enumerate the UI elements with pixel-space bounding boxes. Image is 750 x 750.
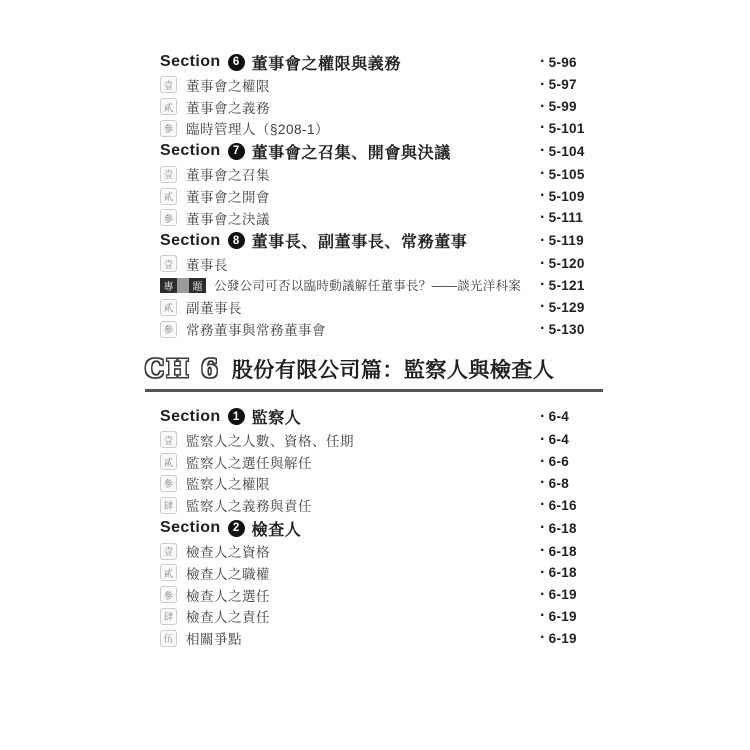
item-marker-badge: 參 bbox=[160, 321, 177, 338]
topic-title: 公發公司可否以臨時動議解任董事長？——談光洋科案 bbox=[214, 279, 522, 294]
page-bullet-icon: · bbox=[540, 452, 546, 470]
toc-row-item bbox=[160, 473, 620, 495]
section-word: Section bbox=[160, 231, 221, 249]
page-reference bbox=[540, 321, 585, 337]
page-bullet-icon: · bbox=[540, 53, 546, 70]
toc-entry bbox=[160, 164, 540, 184]
section-word: Section bbox=[160, 142, 221, 160]
page-number: 5-129 bbox=[548, 299, 585, 315]
page-reference bbox=[540, 99, 577, 115]
toc-entry bbox=[160, 118, 540, 138]
toc-row-section bbox=[160, 229, 620, 253]
page-number: 5-119 bbox=[548, 233, 584, 249]
item-title: 董事會之決議 bbox=[186, 211, 270, 227]
toc-row-item bbox=[160, 185, 620, 207]
toc-row-item bbox=[160, 606, 620, 628]
toc-row-section bbox=[160, 516, 620, 540]
section-title: 董事會之權限與義務 bbox=[251, 55, 401, 73]
item-marker-badge: 壹 bbox=[160, 431, 177, 448]
page-number: 6-6 bbox=[548, 454, 570, 470]
page-reference bbox=[540, 565, 577, 581]
item-marker-badge: 肆 bbox=[160, 497, 177, 514]
section-number-circle-icon: 1 bbox=[228, 408, 245, 425]
chapter-title: 股份有限公司篇：監察人與檢查人 bbox=[231, 358, 555, 382]
page-reference bbox=[540, 520, 577, 536]
page-bullet-icon: · bbox=[540, 165, 546, 183]
page-reference bbox=[540, 54, 577, 70]
chapter-underline bbox=[145, 389, 603, 392]
section-word: Section bbox=[160, 519, 221, 537]
item-marker-badge: 伍 bbox=[160, 630, 177, 647]
page-bullet-icon: · bbox=[540, 208, 546, 226]
item-title: 檢查人之職權 bbox=[186, 566, 270, 582]
page-bullet-icon: · bbox=[540, 298, 546, 316]
page-reference bbox=[540, 543, 577, 559]
section-title: 監察人 bbox=[251, 410, 302, 428]
item-title: 檢查人之資格 bbox=[186, 545, 270, 561]
chapter-heading bbox=[145, 354, 603, 392]
page-number: 6-19 bbox=[548, 630, 577, 646]
toc-row-item bbox=[160, 207, 620, 229]
toc-row-item bbox=[160, 451, 620, 473]
toc-entry bbox=[160, 319, 540, 339]
page-number: 5-104 bbox=[548, 143, 585, 159]
toc-entry bbox=[160, 495, 540, 515]
toc-page bbox=[145, 50, 620, 649]
toc-entry bbox=[160, 276, 540, 294]
page-number: 5-111 bbox=[548, 210, 584, 226]
page-bullet-icon: · bbox=[540, 320, 546, 338]
page-number: 5-130 bbox=[548, 321, 585, 337]
item-title: 監察人之選任與解任 bbox=[186, 455, 312, 471]
toc-entry bbox=[160, 606, 540, 626]
item-title: 監察人之人數、資格、任期 bbox=[186, 433, 354, 449]
toc-entry bbox=[160, 51, 540, 74]
page-bullet-icon: · bbox=[540, 142, 546, 160]
page-number: 6-19 bbox=[548, 608, 577, 624]
item-title: 董事長 bbox=[186, 257, 228, 273]
toc-row-item bbox=[160, 494, 620, 516]
toc-row-section bbox=[160, 405, 620, 429]
toc-entry bbox=[160, 585, 540, 605]
page-reference bbox=[540, 475, 569, 491]
page-reference bbox=[540, 587, 577, 603]
toc-entry bbox=[160, 229, 540, 252]
page-number: 6-18 bbox=[548, 543, 577, 559]
page-number: 6-18 bbox=[548, 520, 577, 536]
item-marker-badge: 參 bbox=[160, 209, 177, 226]
toc-row-special bbox=[160, 275, 620, 297]
item-title: 檢查人之選任 bbox=[186, 588, 270, 604]
page-number: 5-99 bbox=[548, 99, 577, 115]
page-reference bbox=[540, 166, 585, 182]
item-marker-badge: 貳 bbox=[160, 564, 177, 581]
toc-row-item bbox=[160, 429, 620, 451]
toc-row-item bbox=[160, 540, 620, 562]
item-title: 董事會之權限 bbox=[186, 78, 270, 94]
page-number: 5-96 bbox=[548, 54, 577, 70]
item-title: 副董事長 bbox=[186, 301, 242, 317]
item-marker-badge: 壹 bbox=[160, 255, 177, 272]
page-number: 5-120 bbox=[548, 256, 585, 272]
item-title: 董事會之召集 bbox=[186, 168, 270, 184]
toc-entry bbox=[160, 473, 540, 493]
toc-entry bbox=[160, 297, 540, 317]
item-marker-badge: 肆 bbox=[160, 608, 177, 625]
page-bullet-icon: · bbox=[540, 276, 546, 294]
item-marker-badge: 壹 bbox=[160, 166, 177, 183]
item-title: 監察人之權限 bbox=[186, 477, 270, 493]
page-reference bbox=[540, 299, 585, 315]
item-title: 臨時管理人（§208-1） bbox=[186, 122, 330, 138]
page-number: 5-121 bbox=[548, 277, 585, 293]
page-bullet-icon: · bbox=[540, 542, 546, 560]
toc-row-item bbox=[160, 163, 620, 185]
page-reference bbox=[540, 630, 577, 646]
topic-badge-icon bbox=[160, 278, 206, 293]
toc-row-item bbox=[160, 584, 620, 606]
page-reference bbox=[540, 409, 569, 425]
page-bullet-icon: · bbox=[540, 231, 546, 249]
item-title: 相關爭點 bbox=[186, 632, 242, 648]
topic-badge-left: 專 bbox=[160, 278, 177, 293]
page-number: 5-105 bbox=[548, 166, 585, 182]
toc-row-item bbox=[160, 96, 620, 118]
toc-row-item bbox=[160, 118, 620, 140]
item-title: 董事會之義務 bbox=[186, 100, 270, 116]
page-reference bbox=[540, 188, 585, 204]
page-bullet-icon: · bbox=[540, 496, 546, 514]
page-number: 5-101 bbox=[548, 120, 585, 136]
page-reference bbox=[540, 210, 583, 226]
section-title: 檢查人 bbox=[251, 521, 302, 539]
toc-entry bbox=[160, 430, 540, 450]
page-reference bbox=[540, 454, 569, 470]
topic-badge-right: 題 bbox=[189, 278, 206, 293]
page-reference bbox=[540, 143, 585, 159]
section-word: Section bbox=[160, 53, 221, 70]
page-number: 6-16 bbox=[548, 497, 577, 513]
page-bullet-icon: · bbox=[540, 187, 546, 205]
toc-row-item bbox=[160, 74, 620, 96]
section-number-circle-icon: 7 bbox=[228, 143, 245, 160]
toc-entry bbox=[160, 517, 540, 540]
page-number: 6-4 bbox=[548, 432, 570, 448]
section-word: Section bbox=[160, 407, 221, 425]
toc-row-section bbox=[160, 139, 620, 163]
toc-entry bbox=[160, 452, 540, 472]
page-bullet-icon: · bbox=[540, 519, 546, 537]
page-number: 5-109 bbox=[548, 188, 585, 204]
toc-entry bbox=[160, 563, 540, 583]
page-number: 6-19 bbox=[548, 587, 577, 603]
item-marker-badge: 貳 bbox=[160, 299, 177, 316]
item-marker-badge: 貳 bbox=[160, 188, 177, 205]
toc-entry bbox=[160, 628, 540, 648]
toc-row-item bbox=[160, 627, 620, 649]
item-marker-badge: 參 bbox=[160, 120, 177, 137]
toc-entry bbox=[160, 97, 540, 117]
page-bullet-icon: · bbox=[540, 474, 546, 492]
page-bullet-icon: · bbox=[540, 254, 546, 272]
page-reference bbox=[540, 277, 585, 293]
page-bullet-icon: · bbox=[540, 563, 546, 581]
page-reference bbox=[540, 608, 577, 624]
toc-row-item bbox=[160, 318, 620, 340]
toc-entry bbox=[160, 208, 540, 228]
page-bullet-icon: · bbox=[540, 119, 546, 137]
section-title: 董事長、副董事長、常務董事 bbox=[251, 234, 468, 252]
toc-part2 bbox=[160, 405, 620, 649]
toc-entry bbox=[160, 541, 540, 561]
toc-entry bbox=[160, 140, 540, 163]
item-marker-badge: 參 bbox=[160, 586, 177, 603]
item-title: 檢查人之責任 bbox=[186, 610, 270, 626]
page-number: 5-97 bbox=[548, 77, 577, 93]
toc-part1 bbox=[160, 50, 620, 340]
toc-entry bbox=[160, 186, 540, 206]
page-reference bbox=[540, 256, 585, 272]
page-bullet-icon: · bbox=[540, 407, 546, 425]
page-bullet-icon: · bbox=[540, 75, 546, 93]
item-marker-badge: 貳 bbox=[160, 453, 177, 470]
toc-row-item bbox=[160, 562, 620, 584]
section-number-circle-icon: 2 bbox=[228, 520, 245, 537]
item-marker-badge: 壹 bbox=[160, 543, 177, 560]
page-reference bbox=[540, 77, 577, 93]
toc-entry bbox=[160, 254, 540, 274]
section-number-circle-icon: 6 bbox=[228, 54, 245, 71]
toc-row-item bbox=[160, 253, 620, 275]
item-title: 常務董事與常務董事會 bbox=[186, 323, 326, 339]
page-number: 6-4 bbox=[548, 409, 570, 425]
page-reference bbox=[540, 497, 577, 513]
page-bullet-icon: · bbox=[540, 607, 546, 625]
page-reference bbox=[540, 432, 569, 448]
page-reference bbox=[540, 233, 584, 249]
chapter-label: CH 6 bbox=[145, 353, 220, 383]
section-number-circle-icon: 8 bbox=[228, 232, 245, 249]
page-bullet-icon: · bbox=[540, 97, 546, 115]
page-bullet-icon: · bbox=[540, 430, 546, 448]
toc-entry bbox=[160, 75, 540, 95]
item-marker-badge: 貳 bbox=[160, 98, 177, 115]
item-title: 監察人之義務與責任 bbox=[186, 499, 312, 515]
page-bullet-icon: · bbox=[540, 585, 546, 603]
page-number: 6-18 bbox=[548, 565, 577, 581]
page-reference bbox=[540, 120, 585, 136]
item-marker-badge: 壹 bbox=[160, 76, 177, 93]
page-bullet-icon: · bbox=[540, 629, 546, 647]
section-title: 董事會之召集、開會與決議 bbox=[251, 144, 451, 162]
toc-row-section bbox=[160, 50, 620, 74]
item-marker-badge: 參 bbox=[160, 475, 177, 492]
toc-entry bbox=[160, 405, 540, 428]
item-title: 董事會之開會 bbox=[186, 190, 270, 206]
page-number: 6-8 bbox=[548, 475, 570, 491]
topic-badge-middle bbox=[177, 278, 189, 293]
toc-row-item bbox=[160, 296, 620, 318]
